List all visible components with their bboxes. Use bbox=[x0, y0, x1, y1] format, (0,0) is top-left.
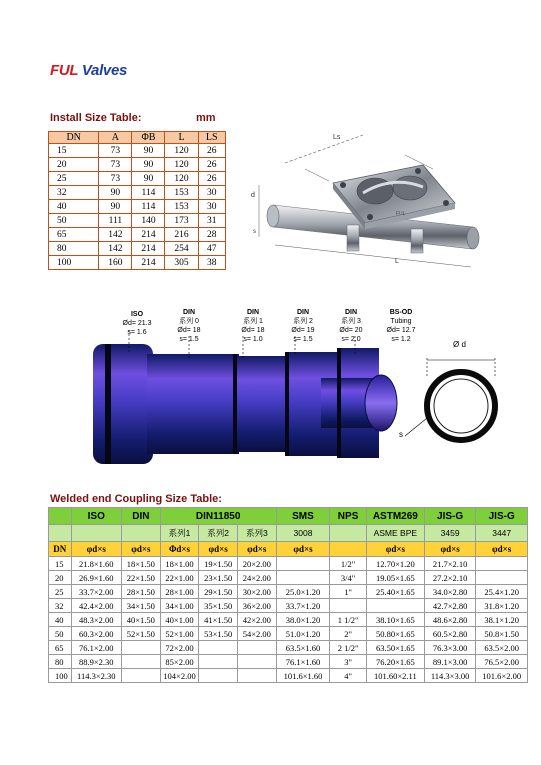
table-cell: 33.7×2.00 bbox=[71, 585, 121, 599]
column-subheader: φd×s bbox=[122, 542, 161, 557]
table-cell: 104×2.00 bbox=[160, 669, 199, 683]
column-subheader bbox=[71, 525, 121, 542]
table-cell bbox=[330, 599, 367, 613]
column-subheader: DN bbox=[49, 542, 72, 557]
table-cell: 114 bbox=[132, 200, 165, 214]
column-subheader: 3459 bbox=[424, 525, 476, 542]
pipe-spec-line: s= 1.2 bbox=[391, 336, 411, 343]
s-label: s bbox=[253, 229, 256, 235]
column-subheader bbox=[330, 542, 367, 557]
table-cell: 28×1.00 bbox=[160, 585, 199, 599]
column-header: ΦB bbox=[132, 132, 165, 144]
pipe-spec-line: Ød= 12.7 bbox=[386, 327, 416, 334]
table-cell: 20 bbox=[49, 571, 72, 585]
table-cell: 73 bbox=[99, 158, 132, 172]
table-cell: 114.3×2.30 bbox=[71, 669, 121, 683]
ring-diameter-label: Ø d bbox=[453, 340, 466, 349]
pipe-spec-label bbox=[329, 308, 373, 344]
table-cell bbox=[237, 669, 276, 683]
column-subheader: φd×s bbox=[71, 542, 121, 557]
valve-brand-mark: FUL bbox=[396, 211, 406, 217]
table-cell bbox=[122, 641, 161, 655]
pipe-spec-line: Tubing bbox=[390, 318, 412, 325]
table-cell: 63.5×1.60 bbox=[276, 641, 330, 655]
table-row bbox=[49, 144, 226, 158]
table-cell: 73 bbox=[99, 144, 132, 158]
table-cell: 2" bbox=[330, 627, 367, 641]
table-cell: 50.80×1.65 bbox=[366, 627, 424, 641]
column-subheader bbox=[330, 525, 367, 542]
table-cell: 101.6×1.60 bbox=[276, 669, 330, 683]
pipe-spec-label bbox=[231, 308, 275, 344]
table-cell: 54×2.00 bbox=[237, 627, 276, 641]
table-cell bbox=[476, 571, 528, 585]
table-row bbox=[49, 669, 528, 683]
table-cell: 114 bbox=[132, 186, 165, 200]
table-cell: 114.3×3.00 bbox=[424, 669, 476, 683]
column-subheader: 系列1 bbox=[160, 525, 199, 542]
welded-coupling-table bbox=[48, 507, 528, 683]
brand-logo bbox=[50, 62, 127, 79]
table-row bbox=[49, 214, 226, 228]
table-cell: 38.10×1.65 bbox=[366, 613, 424, 627]
table-cell: 19×1.50 bbox=[199, 557, 238, 571]
table-cell: 25.0×1.20 bbox=[276, 585, 330, 599]
table-cell bbox=[476, 557, 528, 571]
column-subheader: φd×s bbox=[276, 542, 330, 557]
table-cell: 25.40×1.65 bbox=[366, 585, 424, 599]
table-cell: 76.3×3.00 bbox=[424, 641, 476, 655]
pipe-spec-line: 系列 2 bbox=[293, 318, 313, 325]
table-cell bbox=[366, 599, 424, 613]
pipe-spec-line: s= 1.0 bbox=[243, 336, 263, 343]
table-cell bbox=[237, 655, 276, 669]
table-cell: 76.1×1.60 bbox=[276, 655, 330, 669]
table-cell: 3" bbox=[330, 655, 367, 669]
table-cell: 20×2.00 bbox=[237, 557, 276, 571]
table-cell: 120 bbox=[165, 158, 198, 172]
pipe-spec-line: 系列 1 bbox=[243, 318, 263, 325]
table-row bbox=[49, 242, 226, 256]
table-cell: 305 bbox=[165, 256, 198, 270]
table-cell bbox=[276, 557, 330, 571]
table-cell: 111 bbox=[99, 214, 132, 228]
install-size-table bbox=[48, 131, 226, 270]
table-cell: 90 bbox=[132, 158, 165, 172]
column-header: SMS bbox=[276, 508, 330, 525]
column-subheader: 系列3 bbox=[237, 525, 276, 542]
table-cell: 23×1.50 bbox=[199, 571, 238, 585]
table-cell: 65 bbox=[49, 641, 72, 655]
pipe-spec-label bbox=[115, 310, 159, 337]
install-table-title: Install Size Table: bbox=[50, 112, 142, 124]
column-header bbox=[49, 508, 72, 525]
table-cell: 120 bbox=[165, 172, 198, 186]
pipe-standard-name: DIN bbox=[296, 309, 310, 316]
table-row bbox=[49, 172, 226, 186]
column-subheader: φd×s bbox=[424, 542, 476, 557]
table-cell: 120 bbox=[165, 144, 198, 158]
table-cell bbox=[122, 669, 161, 683]
pipe-standard-name: DIN bbox=[182, 309, 196, 316]
column-subheader bbox=[122, 525, 161, 542]
pipe-spec-line: Ød= 21.3 bbox=[122, 320, 152, 327]
table-cell: 38.0×1.20 bbox=[276, 613, 330, 627]
table-cell: 1/2" bbox=[330, 557, 367, 571]
column-header: A bbox=[99, 132, 132, 144]
column-header: JIS-G bbox=[424, 508, 476, 525]
column-subheader: 3008 bbox=[276, 525, 330, 542]
table-cell: 41×1.50 bbox=[199, 613, 238, 627]
table-cell: 63.50×1.65 bbox=[366, 641, 424, 655]
table-cell: 35×1.50 bbox=[199, 599, 238, 613]
table-row bbox=[49, 256, 226, 270]
pipe-spec-label bbox=[167, 308, 211, 344]
table-cell bbox=[237, 641, 276, 655]
table-cell: 53×1.50 bbox=[199, 627, 238, 641]
table-cell: 52×1.50 bbox=[122, 627, 161, 641]
table-cell bbox=[199, 669, 238, 683]
pipe-standard-name: DIN bbox=[344, 309, 358, 316]
table-cell: 34×1.50 bbox=[122, 599, 161, 613]
table-cell: 90 bbox=[99, 200, 132, 214]
pipe-comparison-figure bbox=[85, 296, 525, 472]
table-cell: 15 bbox=[49, 557, 72, 571]
welded-table-title: Welded end Coupling Size Table: bbox=[50, 493, 222, 505]
table-row bbox=[49, 585, 528, 599]
table-cell: 26 bbox=[198, 144, 225, 158]
table-cell: 30 bbox=[198, 186, 225, 200]
table-cell: 88.9×2.30 bbox=[71, 655, 121, 669]
valve-body-illustration bbox=[245, 125, 505, 275]
table-cell: 101.60×2.11 bbox=[366, 669, 424, 683]
table-cell: 60.3×2.00 bbox=[71, 627, 121, 641]
table-cell: 30 bbox=[198, 200, 225, 214]
table-row bbox=[49, 200, 226, 214]
table-cell: 76.1×2.00 bbox=[71, 641, 121, 655]
table-cell: 40 bbox=[49, 613, 72, 627]
table-cell: 28×1.50 bbox=[122, 585, 161, 599]
pipe-spec-line: s= 1.5 bbox=[179, 336, 199, 343]
table-cell: 40×1.00 bbox=[160, 613, 199, 627]
table-cell: 50 bbox=[49, 627, 72, 641]
column-header: NPS bbox=[330, 508, 367, 525]
table-cell: 2 1/2" bbox=[330, 641, 367, 655]
table-cell: 21.7×2.10 bbox=[424, 557, 476, 571]
table-cell bbox=[199, 655, 238, 669]
pipe-spec-line: s= 2.0 bbox=[341, 336, 361, 343]
table-cell: 32 bbox=[49, 599, 72, 613]
pipe-spec-line: 系列 0 bbox=[179, 318, 199, 325]
table-cell: 18×1.50 bbox=[122, 557, 161, 571]
table-row bbox=[49, 641, 528, 655]
column-header: L bbox=[165, 132, 198, 144]
table-cell: 63.5×2.00 bbox=[476, 641, 528, 655]
table-cell: 12.70×1.20 bbox=[366, 557, 424, 571]
table-cell: 42×2.00 bbox=[237, 613, 276, 627]
table-row bbox=[49, 599, 528, 613]
table-row bbox=[49, 571, 528, 585]
table-cell: 19.05×1.65 bbox=[366, 571, 424, 585]
table-cell: 40 bbox=[49, 200, 99, 214]
table-cell: 22×1.50 bbox=[122, 571, 161, 585]
table-cell: 60.5×2.80 bbox=[424, 627, 476, 641]
table-cell: 31 bbox=[198, 214, 225, 228]
table-cell: 89.1×3.00 bbox=[424, 655, 476, 669]
table-cell: 153 bbox=[165, 186, 198, 200]
table-cell: 38 bbox=[198, 256, 225, 270]
table-cell: 48.3×2.00 bbox=[71, 613, 121, 627]
table-cell: 153 bbox=[165, 200, 198, 214]
table-row bbox=[49, 557, 528, 571]
column-header: ASTM269 bbox=[366, 508, 424, 525]
column-header: ISO bbox=[71, 508, 121, 525]
l-label: L bbox=[395, 258, 399, 265]
table-cell: 29×1.50 bbox=[199, 585, 238, 599]
pipe-spec-line: Ød= 20 bbox=[339, 327, 363, 334]
pipe-spec-line: Ød= 19 bbox=[291, 327, 315, 334]
column-header: DN bbox=[49, 132, 99, 144]
table-row bbox=[49, 186, 226, 200]
table-cell: 214 bbox=[132, 242, 165, 256]
table-cell: 40×1.50 bbox=[122, 613, 161, 627]
table-cell: 160 bbox=[99, 256, 132, 270]
table-cell: 73 bbox=[99, 172, 132, 186]
table-cell: 18×1.00 bbox=[160, 557, 199, 571]
table-cell: 90 bbox=[132, 172, 165, 186]
column-subheader: φd×s bbox=[199, 542, 238, 557]
table-cell: 20 bbox=[49, 158, 99, 172]
ring-thickness-label: s bbox=[399, 430, 403, 439]
table-cell: 254 bbox=[165, 242, 198, 256]
table-cell: 26 bbox=[198, 172, 225, 186]
table-row bbox=[49, 228, 226, 242]
table-row bbox=[49, 655, 528, 669]
pipe-spec-line: s= 1.6 bbox=[127, 329, 147, 336]
pipe-spec-line: s= 1.5 bbox=[293, 336, 313, 343]
table-cell: 42.7×2.80 bbox=[424, 599, 476, 613]
table-cell: 72×2.00 bbox=[160, 641, 199, 655]
column-header: LS bbox=[198, 132, 225, 144]
table-cell: 85×2.00 bbox=[160, 655, 199, 669]
table-cell: 26.9×1.60 bbox=[71, 571, 121, 585]
table-cell: 101.6×2.00 bbox=[476, 669, 528, 683]
table-cell: 142 bbox=[99, 228, 132, 242]
install-table-unit: mm bbox=[196, 112, 216, 124]
table-cell: 36×2.00 bbox=[237, 599, 276, 613]
table-cell: 32 bbox=[49, 186, 99, 200]
pipe-spec-label bbox=[281, 308, 325, 344]
table-cell: 1 1/2" bbox=[330, 613, 367, 627]
table-cell: 33.7×1.20 bbox=[276, 599, 330, 613]
table-cell: 1" bbox=[330, 585, 367, 599]
table-cell: 100 bbox=[49, 669, 72, 683]
brand-ful: FUL bbox=[50, 62, 78, 79]
table-cell: 47 bbox=[198, 242, 225, 256]
table-cell: 51.0×1.20 bbox=[276, 627, 330, 641]
table-cell bbox=[122, 655, 161, 669]
table-cell: 25 bbox=[49, 172, 99, 186]
table-cell: 90 bbox=[99, 186, 132, 200]
brand-valves: Valves bbox=[81, 62, 128, 79]
table-cell: 140 bbox=[132, 214, 165, 228]
column-subheader: 系列2 bbox=[199, 525, 238, 542]
pipe-spec-line: Ød= 18 bbox=[241, 327, 265, 334]
table-cell: 100 bbox=[49, 256, 99, 270]
column-subheader: φd×s bbox=[476, 542, 528, 557]
table-cell: 90 bbox=[132, 144, 165, 158]
d-label: d bbox=[251, 192, 255, 199]
table-cell: 4" bbox=[330, 669, 367, 683]
table-cell bbox=[276, 571, 330, 585]
table-cell: 214 bbox=[132, 228, 165, 242]
table-cell: 50 bbox=[49, 214, 99, 228]
table-row bbox=[49, 158, 226, 172]
column-header: JIS-G bbox=[476, 508, 528, 525]
table-cell: 31.8×1.20 bbox=[476, 599, 528, 613]
table-row bbox=[49, 627, 528, 641]
table-cell: 26 bbox=[198, 158, 225, 172]
table-cell: 24×2.00 bbox=[237, 571, 276, 585]
pipe-spec-label bbox=[379, 308, 423, 344]
pipe-standard-name: BS-OD bbox=[389, 309, 413, 316]
column-header: DIN bbox=[122, 508, 161, 525]
table-cell: 25 bbox=[49, 585, 72, 599]
pipe-standard-name: DIN bbox=[246, 309, 260, 316]
column-subheader: φd×s bbox=[237, 542, 276, 557]
table-cell: 38.1×1.20 bbox=[476, 613, 528, 627]
column-header: DIN11850 bbox=[160, 508, 276, 525]
table-cell: 65 bbox=[49, 228, 99, 242]
table-cell: 3/4" bbox=[330, 571, 367, 585]
column-subheader: 3447 bbox=[476, 525, 528, 542]
table-cell: 216 bbox=[165, 228, 198, 242]
pipe-standard-name: ISO bbox=[130, 311, 144, 318]
table-cell: 76.20×1.65 bbox=[366, 655, 424, 669]
table-cell: 28 bbox=[198, 228, 225, 242]
pipe-spec-line: Ød= 18 bbox=[177, 327, 201, 334]
column-subheader bbox=[49, 525, 72, 542]
table-cell: 42.4×2.00 bbox=[71, 599, 121, 613]
pipe-spec-line: 系列 3 bbox=[341, 318, 361, 325]
table-cell: 80 bbox=[49, 242, 99, 256]
table-cell: 34.0×2.80 bbox=[424, 585, 476, 599]
column-subheader: ASME BPE bbox=[366, 525, 424, 542]
table-row bbox=[49, 613, 528, 627]
table-cell: 21.8×1.60 bbox=[71, 557, 121, 571]
table-cell: 76.5×2.00 bbox=[476, 655, 528, 669]
table-cell bbox=[199, 641, 238, 655]
column-subheader: Φd×s bbox=[160, 542, 199, 557]
table-cell: 52×1.00 bbox=[160, 627, 199, 641]
column-subheader: φd×s bbox=[366, 542, 424, 557]
table-cell: 80 bbox=[49, 655, 72, 669]
table-cell: 25.4×1.20 bbox=[476, 585, 528, 599]
table-cell: 173 bbox=[165, 214, 198, 228]
table-cell: 30×2.00 bbox=[237, 585, 276, 599]
table-cell: 27.2×2.10 bbox=[424, 571, 476, 585]
table-cell: 50.8×1.50 bbox=[476, 627, 528, 641]
table-cell: 15 bbox=[49, 144, 99, 158]
table-cell: 142 bbox=[99, 242, 132, 256]
table-cell: 22×1.00 bbox=[160, 571, 199, 585]
ls-label: Ls bbox=[333, 134, 341, 141]
table-cell: 34×1.00 bbox=[160, 599, 199, 613]
table-cell: 214 bbox=[132, 256, 165, 270]
table-cell: 48.6×2.80 bbox=[424, 613, 476, 627]
